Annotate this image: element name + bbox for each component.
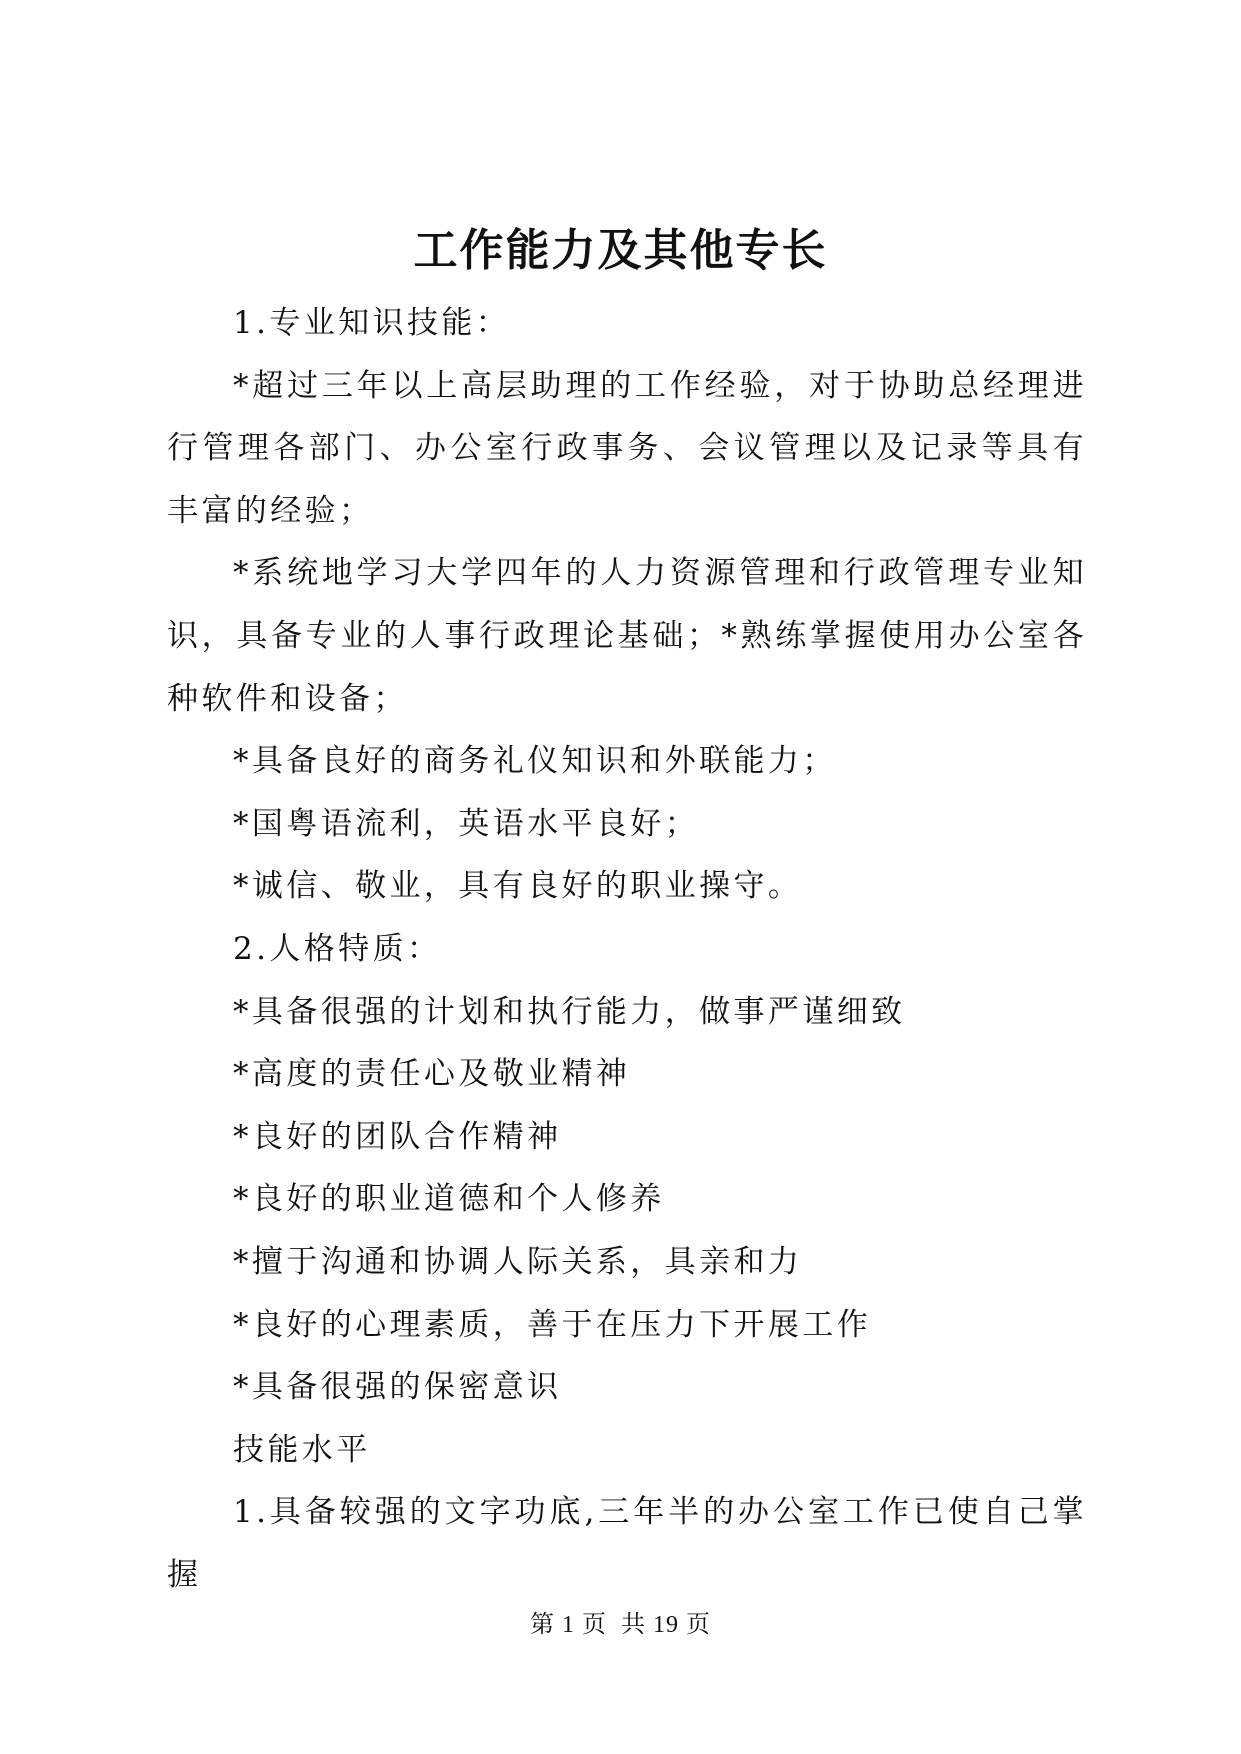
body-paragraph: *良好的心理素质，善于在压力下开展工作 [233, 1306, 872, 1343]
page-number: 第 1 页 [530, 1612, 607, 1638]
page-footer [0, 1610, 1241, 1640]
body-paragraph: *具备很强的计划和执行能力，做事严谨细致 [233, 993, 906, 1030]
body-paragraph: *高度的责任心及敬业精神 [233, 1056, 631, 1093]
body-paragraph: 1.具备较强的文字功底,三年半的办公室工作已使自己掌握 [167, 1494, 1087, 1593]
section-heading-skill-level: 技能水平 [233, 1431, 371, 1468]
body-paragraph: *超过三年以上高层助理的工作经验，对于协助总经理进行管理各部门、办公室行政事务、会议管理以及记录等具有丰富的经验； [167, 367, 1087, 529]
body-paragraph: *良好的团队合作精神 [233, 1118, 562, 1155]
document-body [167, 292, 1087, 1606]
body-paragraph: *擅于沟通和协调人际关系，具亲和力 [233, 1243, 803, 1280]
section-heading-skills: 1.专业知识技能： [233, 305, 511, 341]
body-paragraph: *诚信、敬业，具有良好的职业操守。 [233, 868, 803, 905]
body-paragraph: *系统地学习大学四年的人力资源管理和行政管理专业知识，具备专业的人事行政理论基础；*熟练掌握使用办公室各种软件和设备； [167, 555, 1087, 717]
section-heading-traits: 2.人格特质： [233, 930, 442, 967]
page-total: 共 19 页 [621, 1612, 711, 1638]
body-paragraph: *国粤语流利，英语水平良好； [233, 805, 700, 842]
body-paragraph: *具备良好的商务礼仪知识和外联能力； [233, 743, 837, 780]
document-title: 工作能力及其他专长 [413, 225, 828, 276]
body-paragraph: *具备很强的保密意识 [233, 1369, 562, 1406]
body-paragraph: *良好的职业道德和个人修养 [233, 1181, 665, 1218]
